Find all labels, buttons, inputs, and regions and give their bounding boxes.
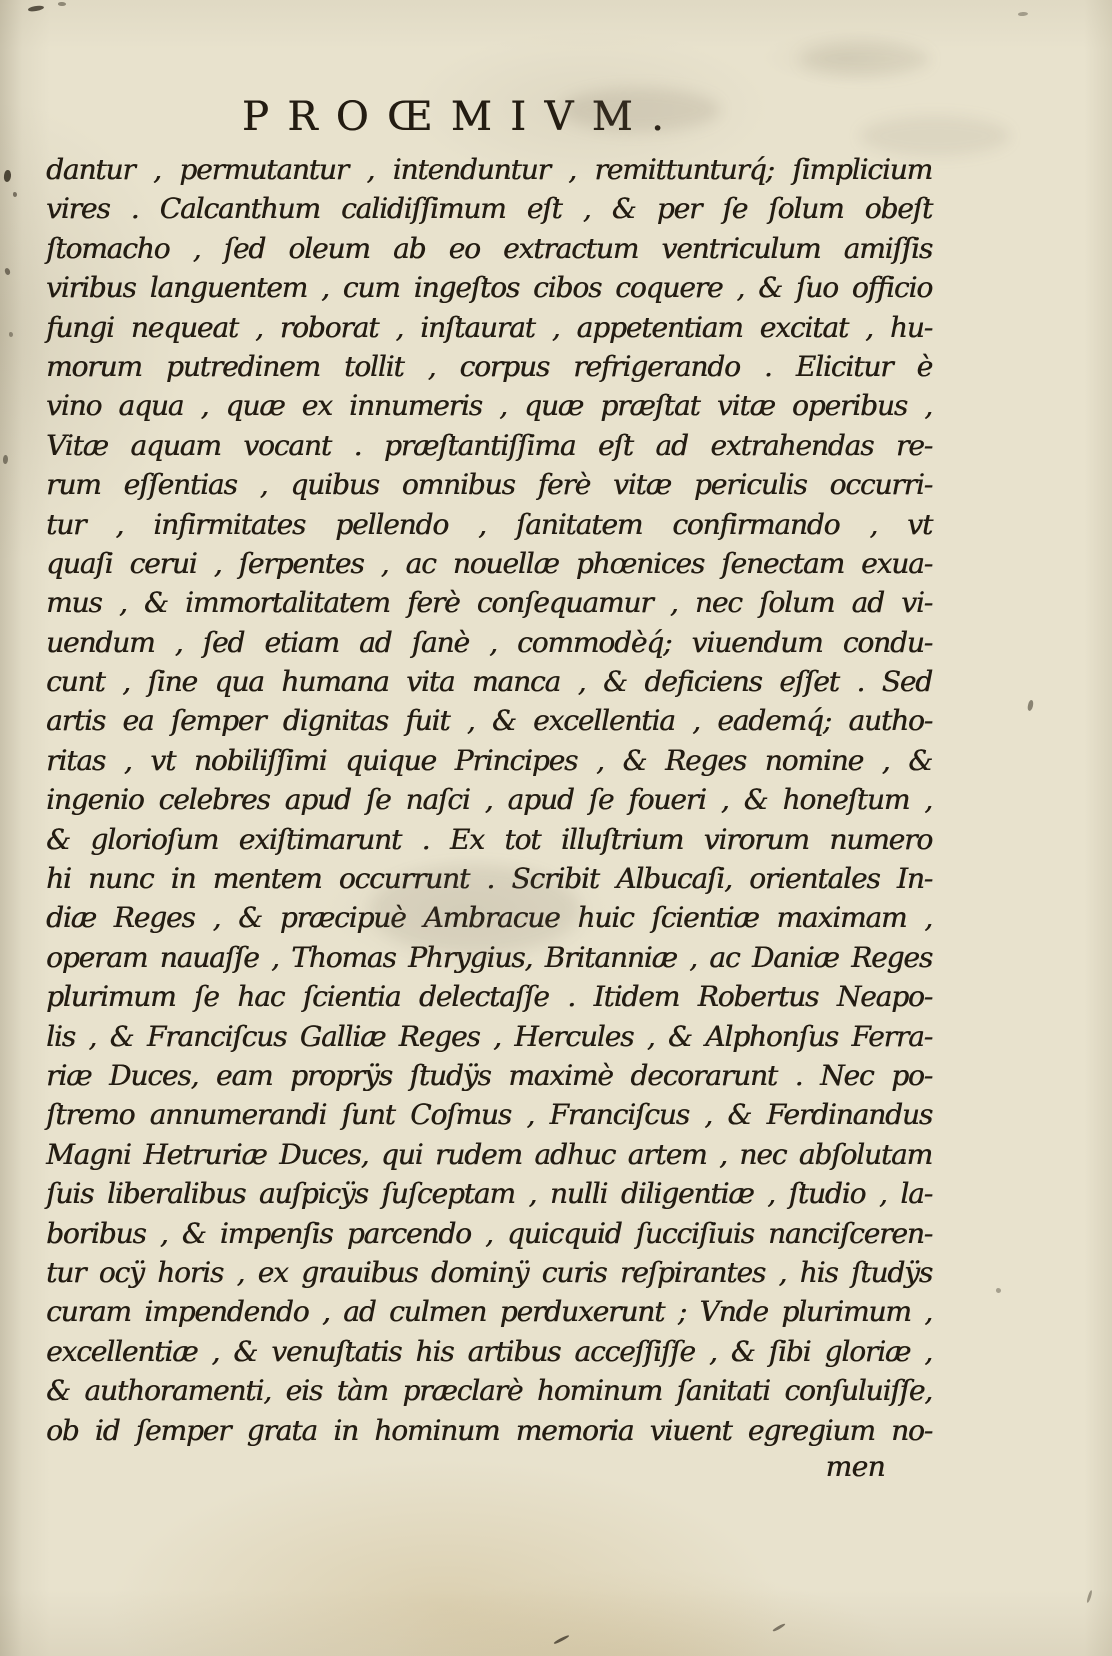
text-line: tur ocÿ horis , ex grauibus dominÿ curis reſpirantes , his ſtudÿs: [46, 1255, 932, 1289]
bleedthrough-smudge: [860, 116, 1010, 156]
text-line: boribus , & impenſis parcendo , quicquid ſucciſiuis nanciſceren-: [46, 1216, 932, 1250]
text-line: ritas , vt nobiliſſimi quique Principes , & Reges nomine , &: [46, 743, 932, 777]
text-line: excellentiæ , & venuſtatis his artibus acceſſiſſe , & ſibi gloriæ ,: [46, 1334, 932, 1368]
text-block: [46, 150, 932, 1450]
text-line: quaſi cerui , ſerpentes , ac nouellæ phœnices ſenectam exua-: [46, 546, 932, 580]
ink-speck: [4, 267, 11, 275]
bleedthrough-smudge: [370, 865, 580, 955]
ink-speck: [3, 170, 12, 183]
text-line: artis ea ſemper dignitas fuit , & excellentia , eademq́; autho-: [46, 704, 932, 738]
text-line: lis , & Franciſcus Galliæ Reges , Hercules , & Alphonſus Ferra-: [46, 1019, 932, 1053]
text-line: plurimum ſe hac ſcientia delectaſſe . Itidem Robertus Neapo-: [46, 980, 932, 1014]
text-line: curam impendendo , ad culmen perduxerunt ; Vnde plurimum ,: [46, 1295, 932, 1329]
ink-speck: [553, 1634, 569, 1645]
text-line: morum putredinem tollit , corpus refrigerando . Elicitur è: [46, 349, 932, 383]
ink-speck: [1018, 12, 1028, 17]
text-line: ſtomacho , ſed oleum ab eo extractum ventriculum amiſſis: [46, 231, 932, 265]
page-heading: PROŒMIVM.: [241, 94, 683, 140]
text-line: fungi nequeat , roborat , inſtaurat , appetentiam excitat , hu-: [46, 310, 932, 344]
ink-speck: [1027, 700, 1035, 712]
text-line: Magni Hetruriæ Duces, qui rudem adhuc artem , nec abſolutam: [46, 1137, 932, 1171]
text-line: viribus languentem , cum ingeſtos cibos coquere , & ſuo officio: [46, 271, 932, 305]
text-line: operam nauaſſe , Thomas Phrygius, Britanniæ , ac Daniæ Reges: [46, 940, 932, 974]
text-line: ſtremo annumerandi ſunt Coſmus , Franciſcus , & Ferdinandus: [46, 1098, 932, 1132]
ink-speck: [1086, 1590, 1093, 1603]
bleedthrough-smudge: [800, 42, 930, 76]
text-line: ſuis liberalibus auſpicÿs ſuſceptam , nulli diligentiæ , ſtudio , la-: [46, 1177, 932, 1211]
text-line: ob id ſemper grata in hominum memoria viuent egregium no-: [46, 1413, 932, 1447]
text-line: ingenio celebres apud ſe naſci , apud ſe foueri , & honeſtum ,: [46, 783, 932, 817]
text-line: riæ Duces, eam proprÿs ſtudÿs maximè decorarunt . Nec po-: [46, 1058, 932, 1092]
text-line: cunt , ſine qua humana vita manca , & deficiens eſſet . Sed: [46, 665, 932, 699]
text-line: & authoramenti, eis tàm præclarè hominum ſanitati conſuluiſſe,: [46, 1374, 932, 1408]
ink-speck: [28, 5, 45, 13]
text-line: tur , infirmitates pellendo , ſanitatem confirmando , vt: [46, 507, 932, 541]
text-line: vino aqua , quæ ex innumeris , quæ præſtat vitæ operibus ,: [46, 389, 932, 423]
text-line: hi nunc in mentem occurrunt . Scribit Albucaſi, orientales In-: [46, 862, 932, 896]
text-line: vires . Calcanthum calidiſſimum eſt , & per ſe ſolum obeſt: [46, 192, 932, 226]
catchword: men: [825, 1450, 885, 1483]
ink-speck: [58, 2, 66, 6]
text-line: mus , & immortalitatem ferè conſequamur , nec ſolum ad vi-: [46, 586, 932, 620]
ink-speck: [996, 1288, 1001, 1293]
text-line: & glorioſum exiſtimarunt . Ex tot illuſtrium virorum numero: [46, 822, 932, 856]
text-line: Vitæ aquam vocant . præſtantiſſima eſt ad extrahendas re-: [46, 428, 932, 462]
ink-speck: [3, 455, 9, 464]
text-line: rum eſſentias , quibus omnibus ferè vitæ periculis occurri-: [46, 468, 932, 502]
text-line: uendum , ſed etiam ad ſanè , commodèq́; viuendum condu-: [46, 625, 932, 659]
text-line: diæ Reges , & præcipuè Ambracue huic ſcientiæ maximam ,: [46, 901, 932, 935]
ink-speck: [772, 1623, 786, 1633]
bleedthrough-smudge: [560, 88, 720, 132]
ink-speck: [13, 192, 17, 197]
text-line: dantur , permutantur , intenduntur , remittunturq́; ſimplicium: [46, 153, 932, 186]
ink-speck: [9, 332, 13, 337]
